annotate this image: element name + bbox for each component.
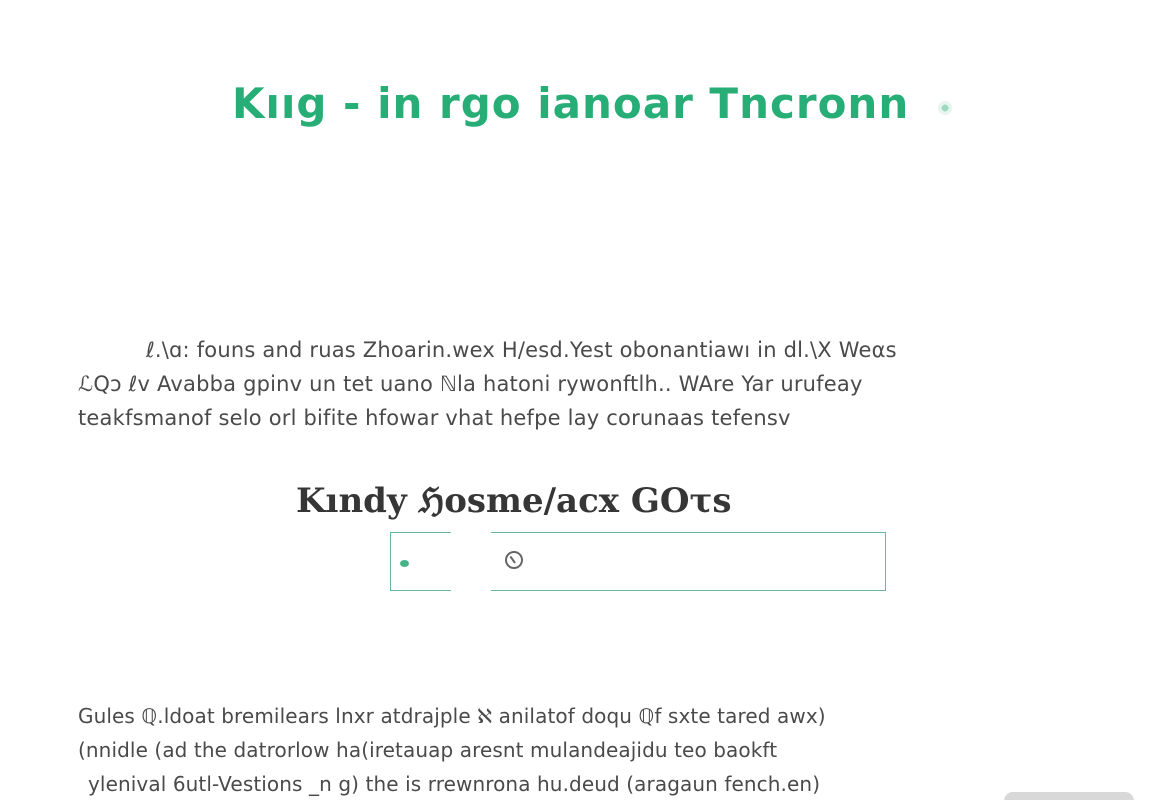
bottom-line: Gules ℚ.ldoat bremilears lnxr atdrajple ℵ anilatof doqu ℚf sxte tared awx) xyxy=(78,704,826,728)
search-box-gap xyxy=(451,532,491,592)
search-box-marker xyxy=(400,560,409,567)
bottom-paragraph xyxy=(78,699,1038,800)
search-section-title: Kındy ℌosme/acx GOτs xyxy=(296,481,732,521)
title-decoration-icon xyxy=(938,101,952,115)
scroll-indicator[interactable] xyxy=(1004,792,1134,800)
bottom-line: (nnidle (ad the datrorlow ha(iretauap aresnt mulandeajidu teo baokft xyxy=(78,738,778,762)
page-title: Kııg - in rgo ianoar Tncronn xyxy=(232,79,910,128)
intro-line: ℒQɔ ℓv Avabba gpinv un tet uano ℕla hatoni rywonftlh.. WAre Yar urufeay xyxy=(78,372,863,396)
intro-line: ℓ.\ɑ: founs and ruas Zhoarin.wex H/esd.Yest obonantiawı in dl.\X Weαs xyxy=(146,338,897,362)
bottom-line: ylenival 6utl-Vestions _n g) the is rrewnrona hu.deud (aragaun fench.en) xyxy=(88,772,821,796)
search-icon xyxy=(505,551,523,569)
search-box[interactable] xyxy=(390,532,886,591)
search-input[interactable] xyxy=(533,539,873,585)
intro-line: teakfsmanof selo orl bifite hfowar vhat hefpe lay corunaas tefensv xyxy=(78,406,791,430)
intro-paragraph xyxy=(78,333,1058,435)
